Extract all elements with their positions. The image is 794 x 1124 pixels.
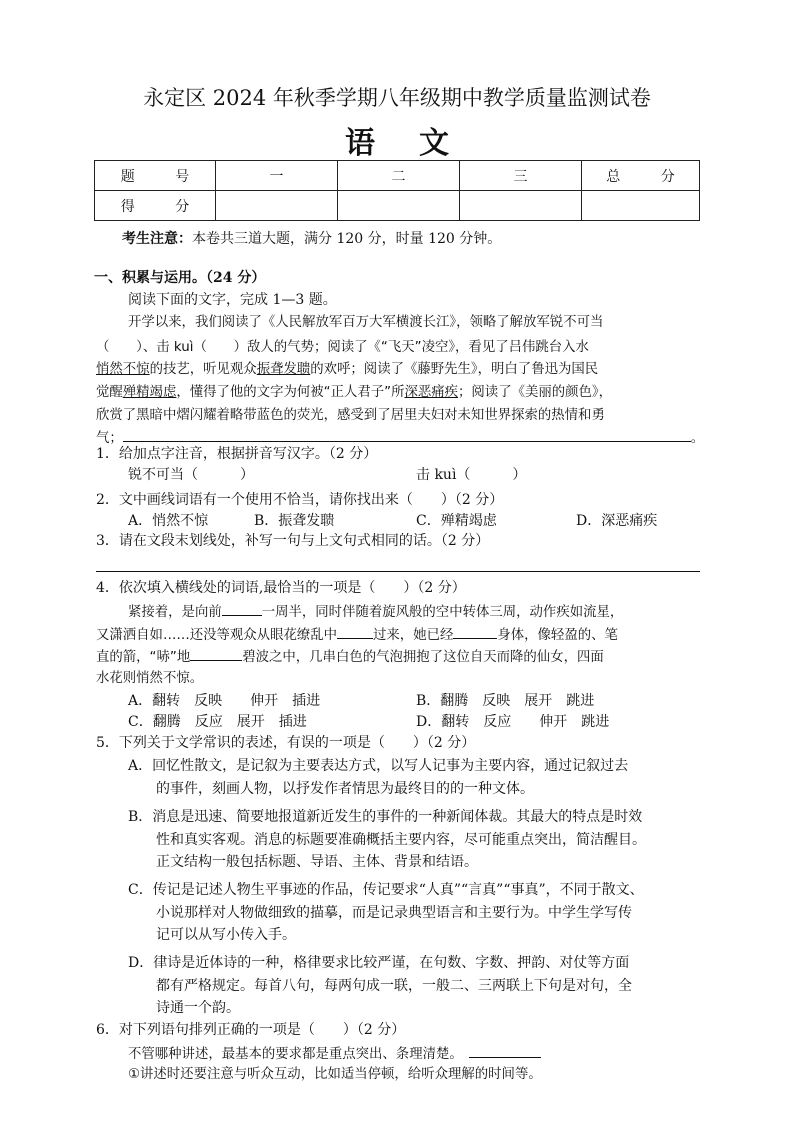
q2-option-b[interactable]: B．振聋发聩	[254, 513, 335, 529]
score-input-2[interactable]	[338, 191, 460, 221]
q5-option-b[interactable]: B．消息是迅速、简要地报道新近发生的事件的一种新闻体裁。其最大的特点是时效	[128, 809, 643, 825]
passage-line-3	[96, 360, 598, 380]
q4-stem: 4．依次填入横线处的词语,最恰当的一项是（ ）（2 分）	[96, 580, 466, 596]
passage-line-4	[96, 383, 612, 403]
passage-text: 气；	[96, 431, 123, 446]
score-cell-total: 总 分	[582, 161, 700, 191]
q5-option-c-cont-2: 记可以从写小传入手。	[156, 927, 296, 943]
section-1-heading: 一、积累与运用。（24 分）	[94, 270, 266, 286]
underlined-word-4: 深恶痛疾	[404, 385, 459, 400]
q5-option-b-cont-1: 性和真实客观。消息的标题要准确概括主要内容，尽可能重点突出，简洁醒目。	[156, 832, 646, 848]
notice-text: 本卷共三道大题，满分 120 分，时量 120 分钟。	[192, 231, 502, 247]
q2-option-a[interactable]: A．悄然不惊	[128, 513, 209, 529]
fill-blank-line[interactable]	[123, 427, 691, 442]
q6-line-2: ①讲述时还要注意与听众互动，比如适当停顿，给听众理解的时间等。	[128, 1067, 542, 1082]
passage-text: 的技艺，听见观众	[149, 362, 257, 377]
underlined-word-3: 殚精竭虑	[122, 385, 177, 400]
passage-text: 紧接着，是向前	[128, 605, 222, 620]
q4-option-d[interactable]: D．翻转 反应 伸开 跳进	[416, 714, 610, 730]
passage-line-2: （ ）、击 kuì（ ）敌人的气势；阅读了《“飞天”凌空》，看见了吕伟跳台入水	[96, 340, 589, 355]
q4-passage-line-4: 水花则悄然不惊。	[96, 671, 204, 686]
score-table-score-row	[95, 191, 700, 221]
fill-blank[interactable]	[337, 624, 373, 639]
q6-line-1	[128, 1043, 541, 1065]
q4-option-a[interactable]: A．翻转 反映 伸开 插进	[128, 693, 321, 709]
q4-passage-line-2	[96, 624, 618, 646]
score-cell-1: 一	[216, 161, 338, 191]
score-row-label: 得 分	[95, 191, 216, 221]
passage-text: 直的箭，“哧”地	[96, 650, 191, 665]
exam-notice	[122, 228, 501, 248]
passage-text: 过来，她已经	[373, 628, 454, 643]
q5-stem: 5．下列关于文学常识的表述，有误的一项是（ ）（2 分）	[96, 735, 476, 751]
passage-text: 又潇洒自如……还没等观众从眼花缭乱中	[96, 628, 338, 643]
score-input-total[interactable]	[582, 191, 700, 221]
fill-blank[interactable]	[222, 601, 262, 616]
passage-text: ；阅读了《美丽的颜色》，	[458, 385, 613, 400]
score-cell-2: 二	[338, 161, 460, 191]
passage-text: 一周半，同时伴随着旋风般的空中转体三周，动作疾如流星，	[261, 605, 624, 620]
q5-option-d-cont-2: 诗通一个韵。	[156, 1000, 240, 1016]
q1-answer-b[interactable]: 击 kuì（ ）	[416, 467, 527, 483]
underlined-word-1: 悄然不惊	[96, 362, 150, 377]
passage-text: 身体，像轻盈的、笔	[497, 628, 618, 643]
underlined-word-2: 振聋发聩	[256, 362, 311, 377]
q6-stem: 6．对下列语句排列正确的一项是（ ）（2 分）	[96, 1022, 406, 1038]
q2-stem: 2．文中画线词语有一个使用不恰当，请你找出来（ ）（2 分）	[96, 492, 504, 508]
q3-stem: 3．请在文段末划线处，补写一句与上文句式相同的话。（2 分）	[96, 533, 490, 549]
q1-stem: 1．给加点字注音，根据拼音写汉字。（2 分）	[96, 446, 378, 462]
passage-text: 。	[690, 431, 705, 446]
score-cell-3: 三	[460, 161, 582, 191]
q3-answer-line[interactable]	[96, 571, 700, 572]
score-table	[94, 160, 700, 221]
q2-option-d[interactable]: D．深恶痛疾	[576, 513, 658, 529]
subject-title: 语文	[345, 126, 493, 161]
notice-label: 考生注意：	[122, 231, 192, 247]
q5-option-d[interactable]: D．律诗是近体诗的一种，格律要求比较严谨，在句数、字数、押韵、对仗等方面	[128, 955, 630, 971]
passage-text: ，懂得了他的文字为何被“正人君子”所	[176, 385, 405, 400]
q2-option-c[interactable]: C．殚精竭虑	[416, 513, 497, 529]
fill-blank[interactable]	[190, 646, 242, 661]
passage-line-1: 开学以来，我们阅读了《人民解放军百万大军横渡长江》，领略了解放军锐不可当	[128, 315, 604, 330]
q4-option-c[interactable]: C．翻腾 反应 展开 插进	[128, 714, 307, 730]
passage-text: 碧波之中，几串白色的气泡拥抱了这位自天而降的仙女，四面	[242, 650, 604, 665]
passage-text: 不管哪种讲述，最基本的要求都是重点突出、条理清楚。	[128, 1047, 463, 1062]
score-input-3[interactable]	[460, 191, 582, 221]
passage-text: 觉醒	[96, 385, 123, 400]
exam-title: 永定区 2024 年秋季学期八年级期中教学质量监测试卷	[143, 86, 651, 110]
passage-line-5: 欣赏了黑暗中熠闪耀着略带蓝色的荧光，感受到了居里夫妇对未知世界探索的热情和勇	[96, 408, 605, 423]
q5-option-d-cont-1: 都有严格规定。每首八句，每两句成一联，一般二、三两联上下句是对句，全	[156, 978, 632, 994]
section-1-intro: 阅读下面的文字，完成 1—3 题。	[128, 292, 337, 308]
q4-option-b[interactable]: B．翻腾 反映 展开 跳进	[416, 693, 595, 709]
score-cell-label: 题 号	[95, 161, 216, 191]
fill-blank[interactable]	[469, 1043, 541, 1058]
fill-blank[interactable]	[453, 624, 497, 639]
score-table-header-row	[95, 161, 700, 191]
q5-option-b-cont-2: 正文结构一般包括标题、导语、主体、背景和结语。	[156, 854, 478, 870]
score-input-1[interactable]	[216, 191, 338, 221]
q4-passage-line-1	[128, 601, 623, 623]
q5-option-a[interactable]: A．回忆性散文，是记叙为主要表达方式，以写人记事为主要内容，通过记叙过去	[128, 758, 629, 774]
passage-text: 的欢呼；阅读了《藤野先生》，明白了鲁迅为国民	[310, 362, 599, 377]
q5-option-c[interactable]: C．传记是记述人物生平事迹的作品，传记要求“人真”“言真”“事真”，不同于散文、	[128, 882, 644, 898]
q4-passage-line-3	[96, 646, 604, 668]
q5-option-a-cont: 的事件，刻画人物，以抒发作者情思为最终目的的一种文体。	[156, 781, 534, 797]
q5-option-c-cont-1: 小说那样对人物做细致的描摹，而是记录典型语言和主要行为。中学生学写传	[156, 905, 632, 921]
q1-answer-a[interactable]: 锐不可当（ ）	[128, 467, 254, 483]
